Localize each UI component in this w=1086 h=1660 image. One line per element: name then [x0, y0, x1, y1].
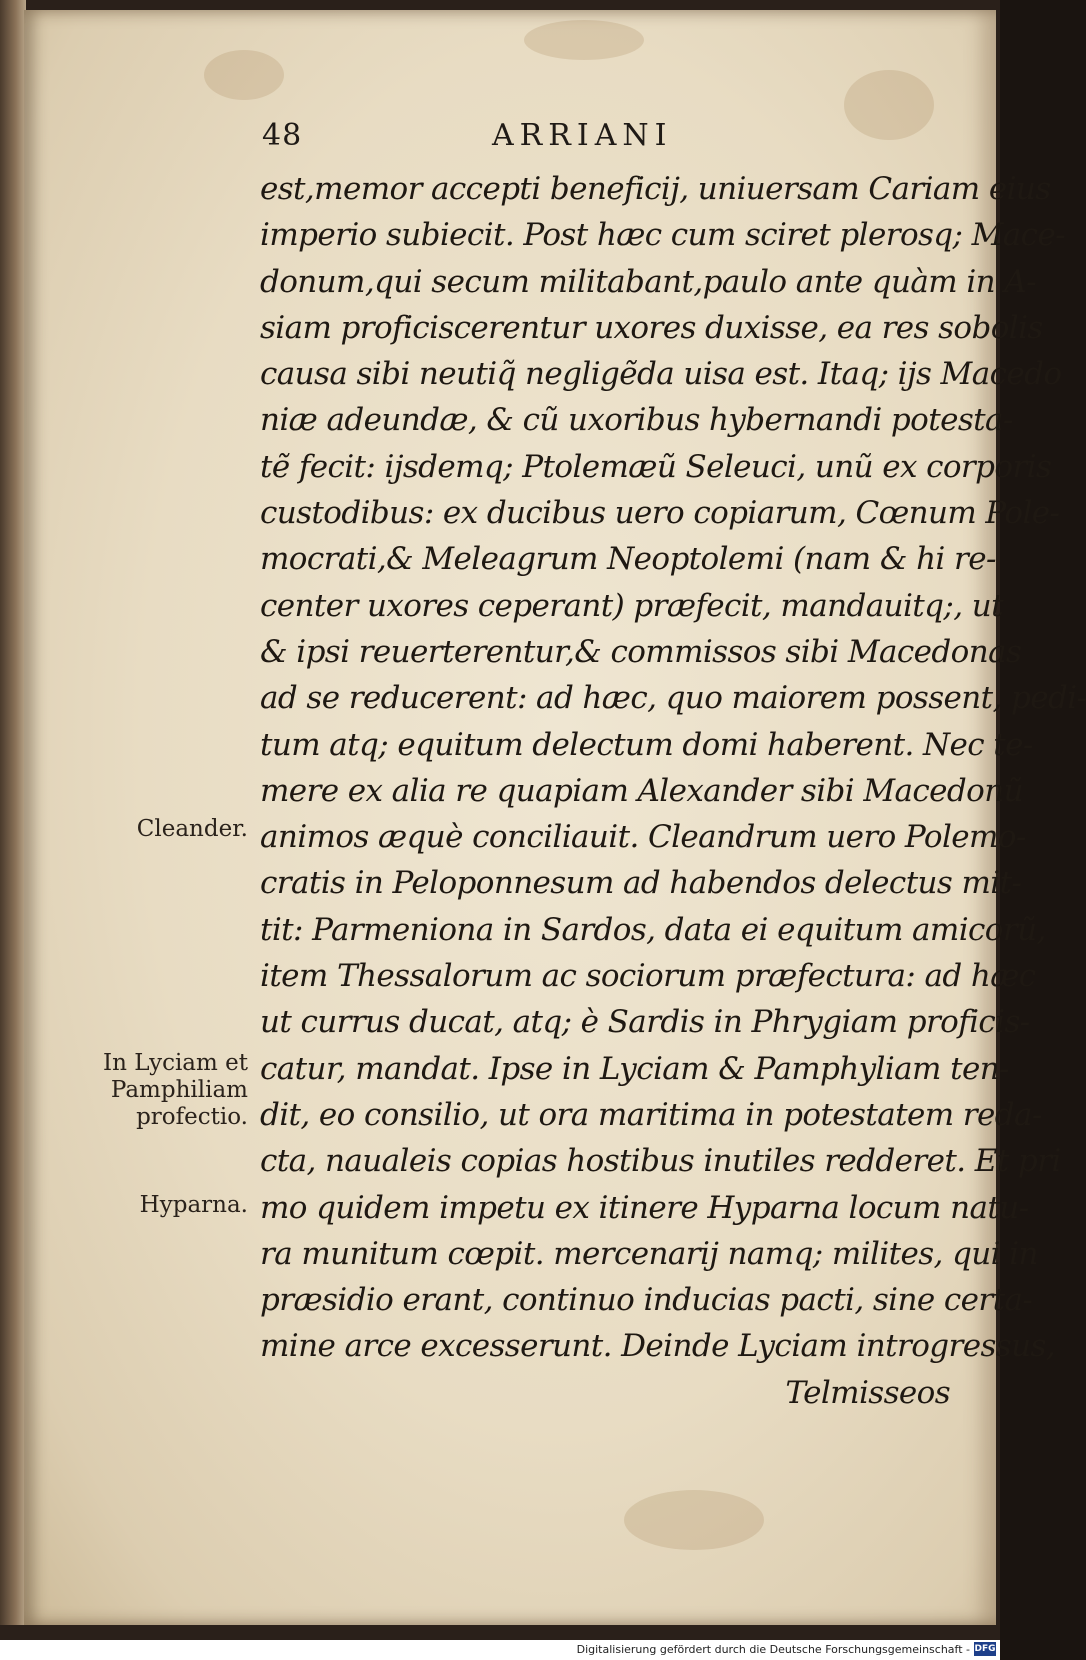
text-line: item Thessalorum ac sociorum præfectura: ad hæc	[260, 958, 1036, 995]
text-line: est,memor accepti beneficij, uniuersam Cariam eius	[260, 171, 1051, 207]
text-line: & ipsi reuerterentur,& commissos sibi Macedonas	[260, 633, 1022, 670]
text-line: imperio subiecit. Post hæc cum sciret plerosq; Mace-	[260, 217, 1066, 254]
page-number: 48	[262, 118, 303, 153]
text-line: tit: Parmeniona in Sardos, data ei equitum amicorũ,	[260, 911, 1046, 948]
text-line: dit, eo consilio, ut ora maritima in potestatem reda-	[260, 1096, 1042, 1133]
dfg-logo: DFG	[974, 1644, 996, 1654]
text-line: donum,qui secum militabant,paulo ante quàm in A-	[260, 263, 1036, 300]
header-title: ARRIANI	[492, 118, 673, 153]
text-line: catur, mandat. Ipse in Lyciam & Pamphyliam ten-	[260, 1050, 1009, 1087]
text-line: siam proficiscerentur uxores duxisse, ea res sobolis	[260, 309, 1043, 346]
text-line: mere ex alia re quapiam Alexander sibi Macedonũ	[260, 772, 1023, 809]
text-line: center uxores ceperant) præfecit, mandauitq;, ut	[260, 587, 1003, 624]
text-line: tum atq; equitum delectum domi haberent. Nec te-	[260, 726, 1033, 763]
running-head	[262, 118, 942, 158]
body-text	[260, 166, 1086, 1416]
text-line: ut currus ducat, atq; è Sardis in Phrygiam proficis-	[260, 1004, 1030, 1041]
text-line: cratis in Peloponnesum ad habendos delectus mit-	[260, 865, 1022, 902]
text-line: tẽ fecit: ijsdemq; Ptolemæũ Seleuci, unũ ex corporis	[260, 448, 1052, 485]
paper-stain	[624, 1490, 764, 1550]
sidenote-hyparna: Hyparna.	[139, 1192, 248, 1218]
text-line: cta, naualeis copias hostibus inutiles redderet. Et pri	[260, 1143, 1061, 1180]
text-line: ra munitum cœpit. mercenarij namq; milites, qui in	[260, 1235, 1038, 1272]
sidenote-line: In Lyciam et	[103, 1050, 248, 1076]
text-line: causa sibi neutiq̃ negligẽda uisa est. Itaq; ijs Macedo	[260, 356, 1062, 393]
text-line: animos æquè conciliauit. Cleandrum uero Polemo-	[260, 819, 1026, 856]
text-line: mine arce excesserunt. Deinde Lyciam introgressus,	[260, 1328, 1056, 1365]
sidenote-lycia	[103, 1050, 248, 1131]
book-spine-edge	[0, 0, 26, 1625]
text-line: custodibus: ex ducibus uero copiarum, Cœnum Pole-	[260, 495, 1060, 532]
sidenote-cleander: Cleander.	[136, 816, 248, 842]
paper-stain	[524, 20, 644, 60]
text-line: mo quidem impetu ex itinere Hyparna locum natu-	[260, 1189, 1029, 1226]
sidenote-line: profectio.	[136, 1104, 248, 1130]
footer-credit: Digitalisierung gefördert durch die Deutsche Forschungsgemeinschaft -	[576, 1643, 970, 1656]
sidenote-line: Pamphiliam	[110, 1077, 248, 1103]
text-line: niæ adeundæ, & cũ uxoribus hybernandi potesta-	[260, 402, 1013, 439]
text-line: præsidio erant, continuo inducias pacti, sine certa-	[260, 1282, 1033, 1319]
paper-stain	[204, 50, 284, 100]
text-line: mocrati,& Meleagrum Neoptolemi (nam & hi re-	[260, 541, 996, 578]
catchword: Telmisseos	[785, 1374, 950, 1411]
text-line: ad se reducerent: ad hæc, quo maiorem possent, pedi-	[260, 680, 1086, 717]
